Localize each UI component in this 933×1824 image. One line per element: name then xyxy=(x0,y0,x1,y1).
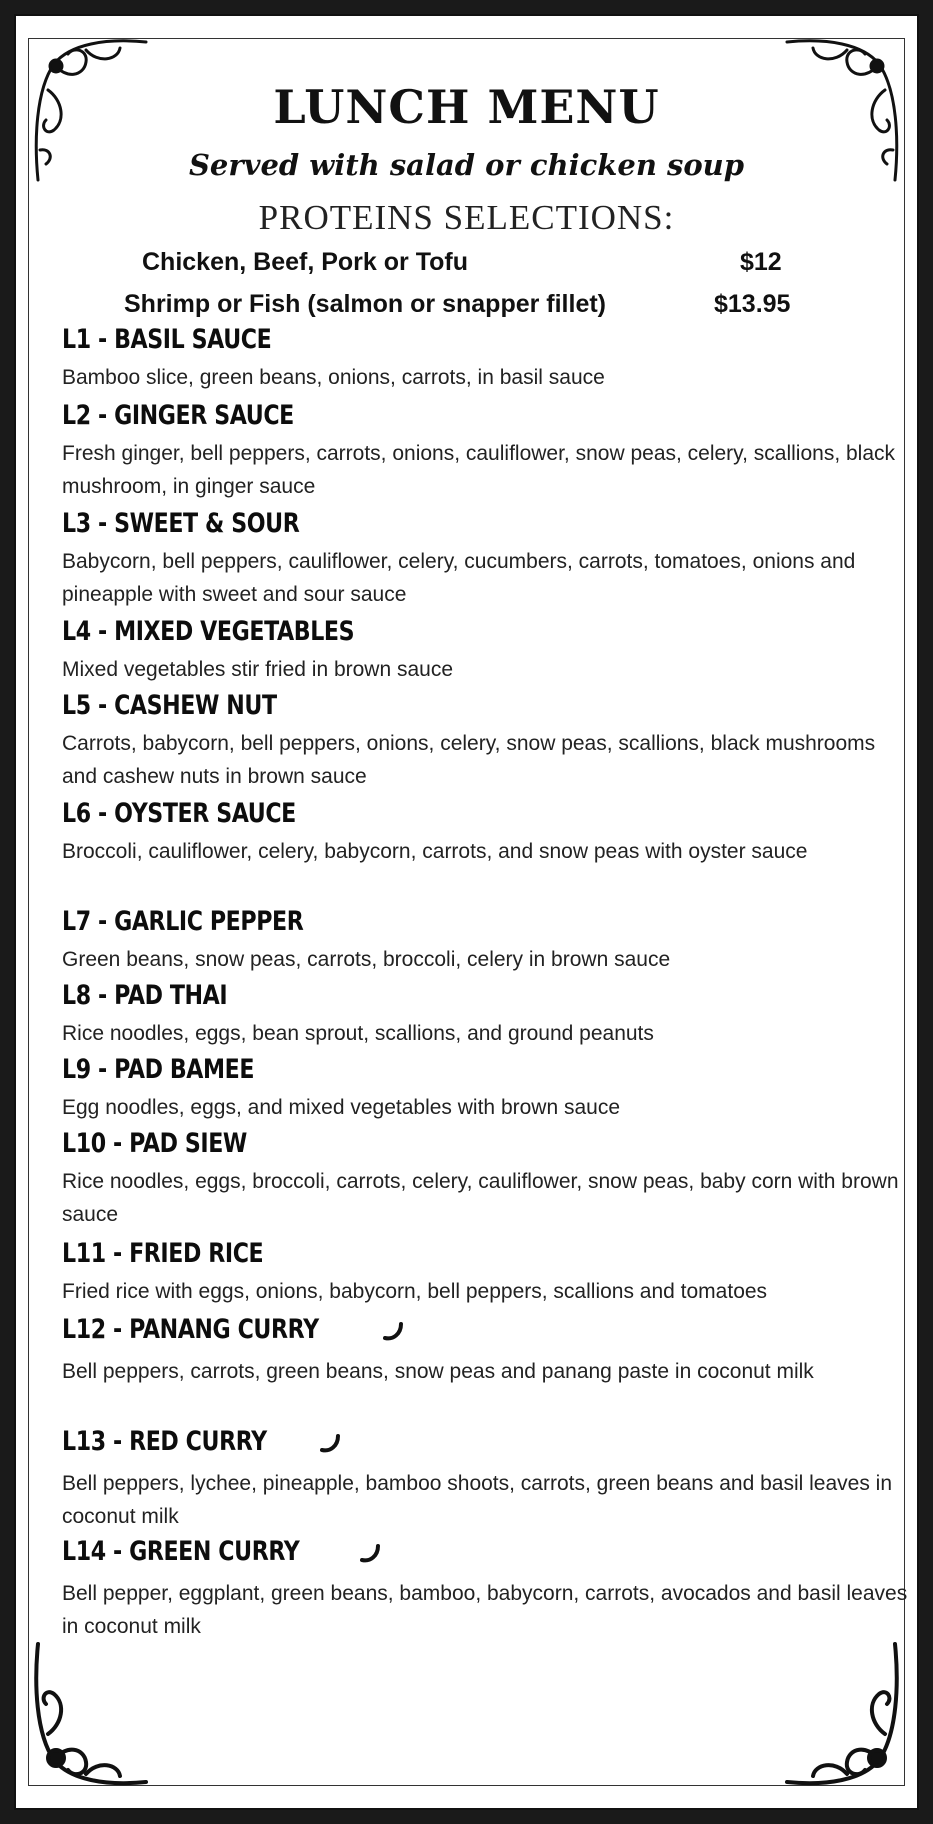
menu-item xyxy=(62,400,912,503)
menu-item-name: L1 - BASIL SAUCE xyxy=(62,324,272,355)
menu-item-name: L9 - PAD BAMEE xyxy=(62,1054,255,1085)
menu-item-name: L3 - SWEET & SOUR xyxy=(62,508,300,539)
flourish-ornament-bottom-right xyxy=(767,1634,907,1794)
menu-item-description: Bell peppers, carrots, green beans, snow peas and panang paste in coconut milk xyxy=(62,1360,814,1384)
menu-item xyxy=(62,1054,912,1124)
menu-item xyxy=(62,324,912,394)
menu-item-description: Carrots, babycorn, bell peppers, onions, celery, snow peas, scallions, black mushrooms and cashew nuts in brown sauce xyxy=(62,732,876,788)
menu-item-description: Mixed vegetables stir fried in brown sauce xyxy=(62,658,454,681)
menu-item-name: L5 - CASHEW NUT xyxy=(62,690,277,721)
protein-price: $12 xyxy=(740,248,782,276)
menu-subtitle: Served with salad or chicken soup xyxy=(188,148,745,182)
protein-row xyxy=(16,290,921,324)
menu-item xyxy=(62,980,912,1050)
menu-item xyxy=(62,1314,912,1388)
menu-item-name: L14 - GREEN CURRY xyxy=(62,1536,300,1567)
proteins-heading: PROTEINS SELECTIONS: xyxy=(258,198,675,237)
menu-item-name: L7 - GARLIC PEPPER xyxy=(62,906,304,937)
menu-item-name: L12 - PANANG CURRY xyxy=(62,1314,319,1345)
menu-item-name: L4 - MIXED VEGETABLES xyxy=(62,616,355,647)
protein-item: Shrimp or Fish (salmon or snapper fillet) xyxy=(124,290,607,318)
menu-item-description: Broccoli, cauliflower, celery, babycorn, carrots, and snow peas with oyster sauce xyxy=(62,840,808,863)
menu-item-description: Bell peppers, lychee, pineapple, bamboo shoots, carrots, green beans and basil leaves in coconut milk xyxy=(62,1472,893,1529)
menu-item-description: Bell pepper, eggplant, green beans, bamboo, babycorn, carrots, avocados and basil leaves in coconut milk xyxy=(62,1582,908,1639)
menu-item-name: L13 - RED CURRY xyxy=(62,1426,267,1457)
menu-item-description: Rice noodles, eggs, broccoli, carrots, celery, cauliflower, snow peas, baby corn with brown sauce xyxy=(62,1170,899,1226)
menu-item xyxy=(62,906,912,976)
flourish-ornament-bottom-left xyxy=(26,1634,166,1794)
menu-card xyxy=(14,14,919,1810)
menu-item-name: L10 - PAD SIEW xyxy=(62,1128,247,1159)
menu-item xyxy=(62,1128,912,1231)
protein-price: $13.95 xyxy=(714,290,791,318)
menu-item xyxy=(62,1536,912,1643)
menu-item-description: Rice noodles, eggs, bean sprout, scallions, and ground peanuts xyxy=(62,1022,654,1045)
menu-item-description: Fresh ginger, bell peppers, carrots, onions, cauliflower, snow peas, celery, scallions, black mushroom, in ginger sauce xyxy=(62,442,896,498)
menu-item-description: Bamboo slice, green beans, onions, carrots, in basil sauce xyxy=(62,366,605,389)
chili-pepper-icon xyxy=(318,1430,344,1461)
menu-item xyxy=(62,1238,912,1308)
menu-item-name: L11 - FRIED RICE xyxy=(62,1238,264,1269)
chili-pepper-icon xyxy=(358,1540,384,1571)
menu-item xyxy=(62,508,912,611)
chili-pepper-icon xyxy=(381,1318,407,1349)
menu-item-description: Egg noodles, eggs, and mixed vegetables with brown sauce xyxy=(62,1096,621,1119)
menu-item-name: L2 - GINGER SAUCE xyxy=(62,400,294,431)
protein-row xyxy=(16,248,921,282)
menu-item-description: Green beans, snow peas, carrots, broccoli, celery in brown sauce xyxy=(62,948,671,971)
menu-item xyxy=(62,798,912,868)
menu-item-description: Babycorn, bell peppers, cauliflower, celery, cucumbers, carrots, tomatoes, onions and pineapple with sweet and sour sauce xyxy=(62,550,856,606)
menu-item-name: L6 - OYSTER SAUCE xyxy=(62,798,296,829)
menu-item-name: L8 - PAD THAI xyxy=(62,980,228,1011)
menu-item xyxy=(62,1426,912,1533)
menu-item-description: Fried rice with eggs, onions, babycorn, bell peppers, scallions and tomatoes xyxy=(62,1280,768,1303)
menu-title: LUNCH MENU xyxy=(273,80,660,134)
protein-item: Chicken, Beef, Pork or Tofu xyxy=(142,248,468,276)
menu-item xyxy=(62,690,912,793)
menu-item xyxy=(62,616,912,686)
